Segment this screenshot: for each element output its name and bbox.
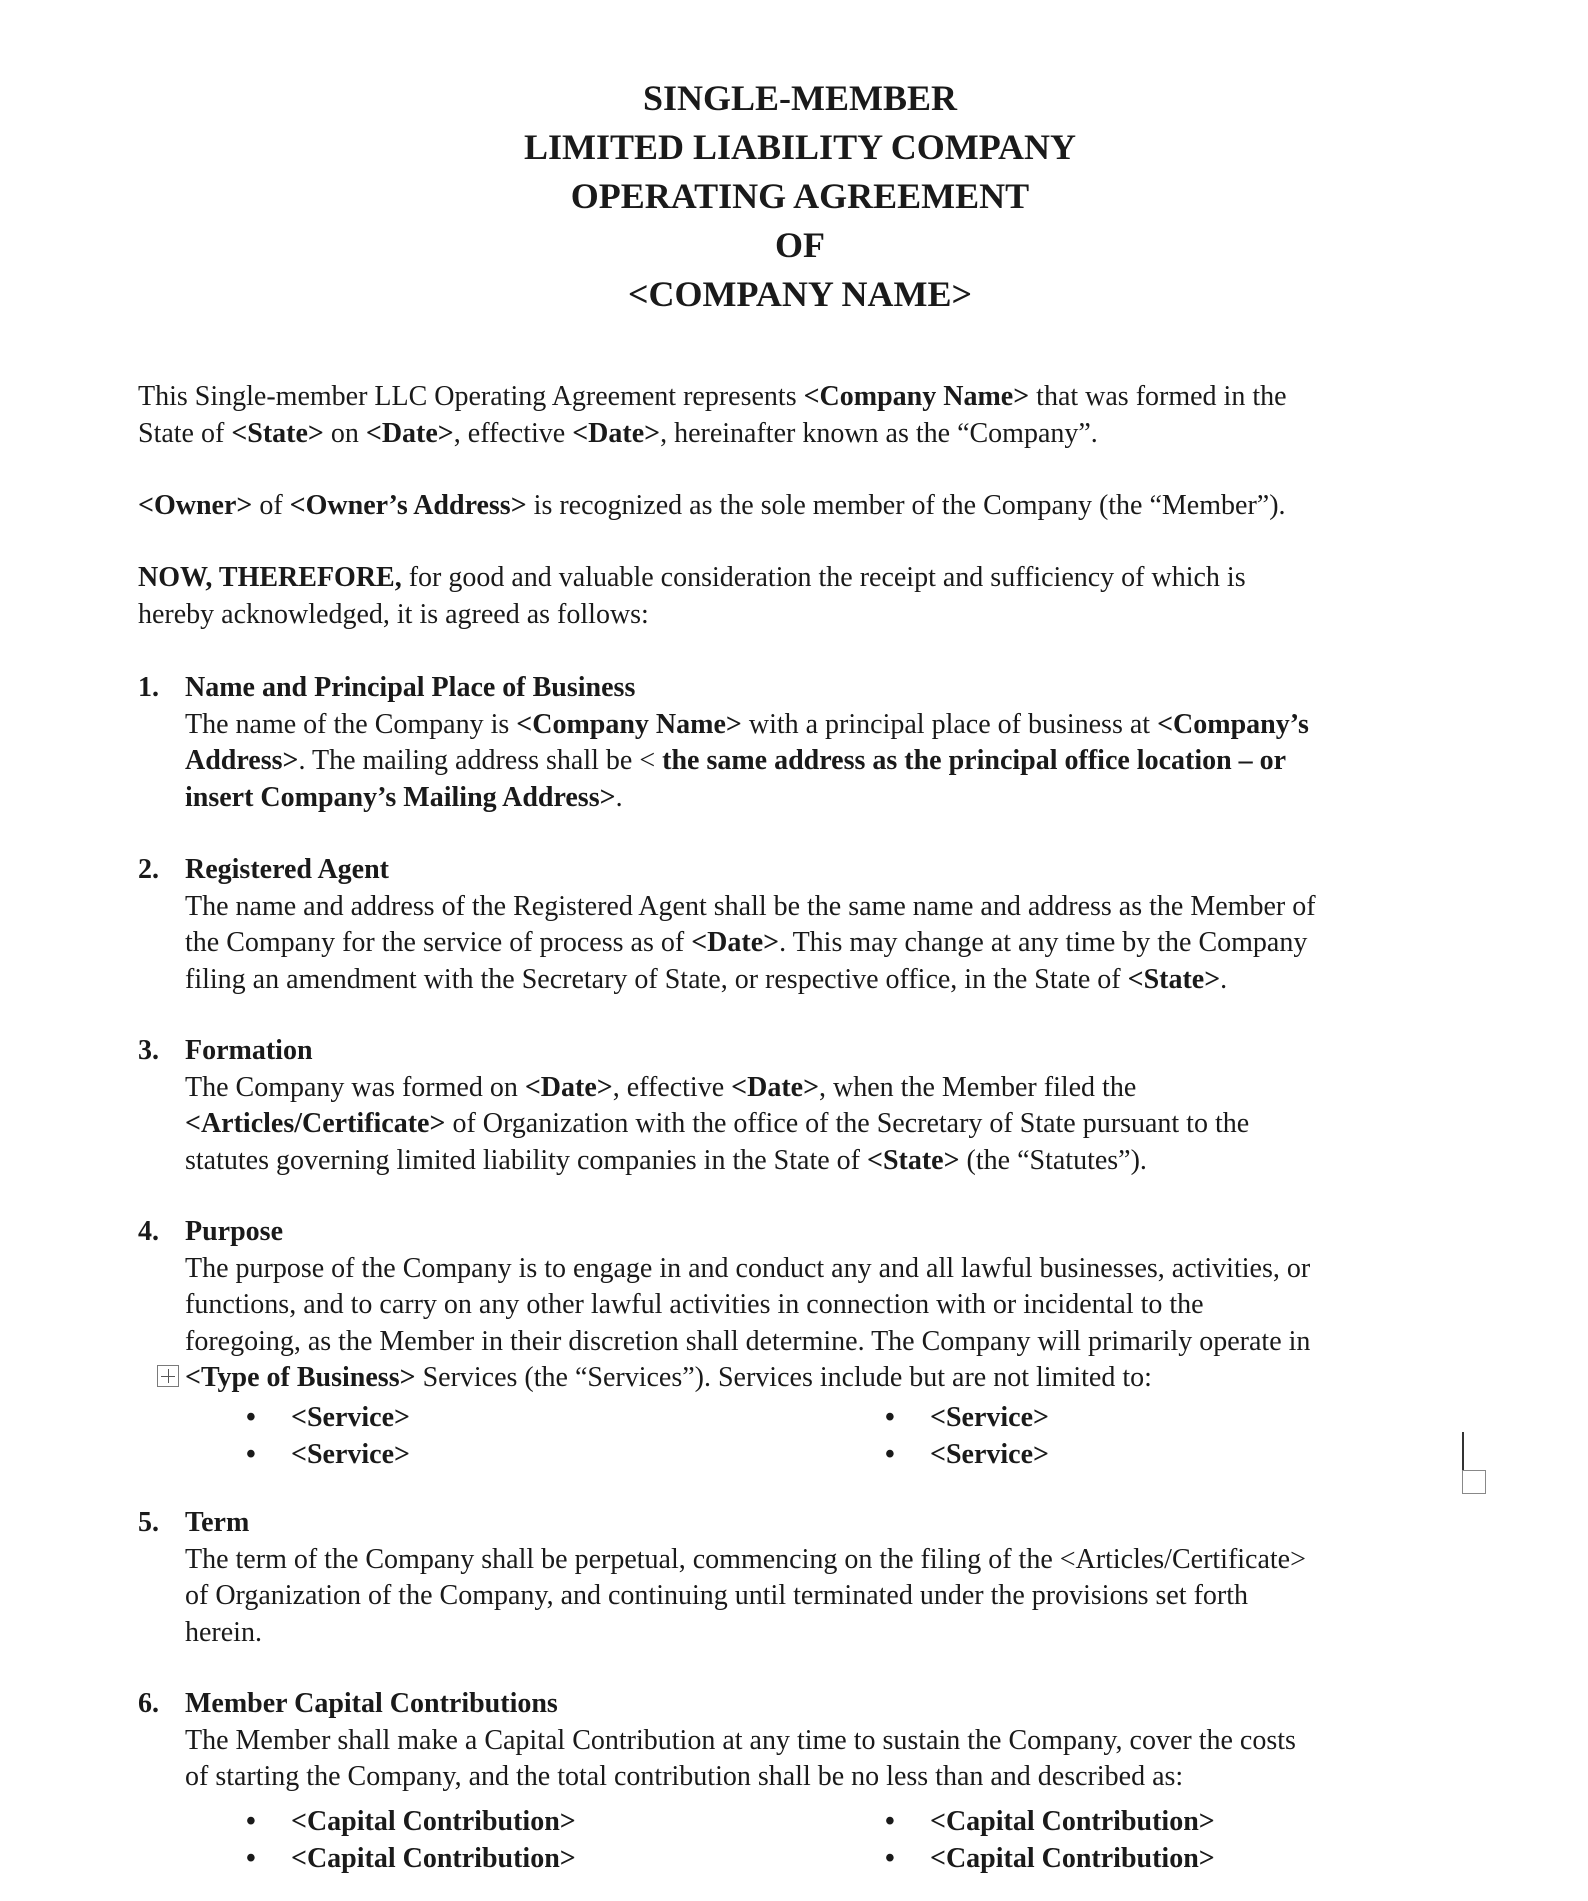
placeholder-mailing-address: the same address as the principal office location – or — [662, 745, 1287, 776]
text-run: on — [323, 417, 366, 449]
text-run: (the “Statutes”). — [959, 1144, 1147, 1176]
text-run: with a principal place of business at — [741, 708, 1158, 740]
text-run: of — [252, 490, 290, 521]
placeholder-capital-contribution: <Capital Contribution> — [291, 1806, 576, 1837]
bullet-icon: • — [246, 1439, 256, 1470]
text-run: State of — [138, 417, 232, 449]
text-line: herein. — [185, 1616, 262, 1648]
text-run: The Company was formed on — [185, 1071, 525, 1103]
section-heading: Formation — [185, 1035, 313, 1066]
text-run: is recognized as the sole member of the Company (the “Member”). — [526, 490, 1286, 521]
placeholder-date: <Date> — [365, 417, 454, 449]
section-2 — [138, 852, 1478, 998]
placeholder-company-name: <Company Name> — [516, 708, 742, 740]
placeholder-capital-contribution: <Capital Contribution> — [291, 1843, 576, 1874]
text-line: foregoing, as the Member in their discretion shall determine. The Company will primarily operate in — [185, 1325, 1311, 1357]
text-line: of starting the Company, and the total contribution shall be no less than and described as: — [185, 1761, 1184, 1792]
text-run: This Single-member LLC Operating Agreement represents — [138, 381, 804, 412]
section-body — [185, 1542, 1478, 1652]
title-line-1: SINGLE-MEMBER — [642, 78, 958, 118]
section-number: 2. — [138, 854, 159, 885]
placeholder-service: <Service> — [291, 1439, 410, 1470]
placeholder-state: <State> — [866, 1144, 960, 1176]
placeholder-company-name: <Company Name> — [803, 381, 1030, 412]
placeholder-service: <Service> — [930, 1439, 1049, 1470]
text-run: . — [615, 781, 623, 813]
document-title — [0, 74, 1588, 319]
intro-paragraph-1 — [138, 379, 1478, 452]
placeholder-date: <Date> — [691, 927, 780, 958]
intro-paragraph-3 — [138, 560, 1478, 633]
section-3 — [138, 1033, 1478, 1179]
section-heading: Registered Agent — [185, 854, 389, 885]
placeholder-company-address: <Company’s — [1157, 708, 1309, 740]
section-body — [185, 1251, 1478, 1397]
text-run: that was formed in the — [1029, 381, 1287, 412]
title-line-3: OPERATING AGREEMENT — [570, 176, 1030, 216]
placeholder-capital-contribution: <Capital Contribution> — [930, 1843, 1215, 1874]
section-number: 6. — [138, 1688, 159, 1719]
section-6 — [138, 1686, 1478, 1796]
now-therefore: NOW, THEREFORE, — [138, 562, 402, 593]
placeholder-capital-contribution: <Capital Contribution> — [930, 1806, 1215, 1837]
section-heading: Member Capital Contributions — [185, 1688, 558, 1719]
services-bullet-table — [0, 1399, 1340, 1473]
placeholder-owner: <Owner> — [138, 490, 253, 521]
placeholder-state: <State> — [231, 417, 324, 449]
bullet-icon: • — [246, 1843, 256, 1874]
placeholder-mailing-address: insert Company’s Mailing Address> — [185, 781, 616, 813]
capital-contribution-bullet-table — [0, 1803, 1340, 1877]
text-run: hereby acknowledged, it is agreed as follows: — [138, 598, 649, 630]
section-1 — [138, 670, 1478, 816]
section-number: 5. — [138, 1507, 159, 1538]
section-5 — [138, 1505, 1478, 1651]
text-run: , hereinafter known as the “Company”. — [660, 417, 1098, 449]
section-number: 4. — [138, 1216, 159, 1247]
text-run: . The mailing address shall be < — [298, 745, 663, 776]
table-move-handle-icon[interactable] — [157, 1365, 179, 1387]
text-line: of Organization of the Company, and continuing until terminated under the provisions set forth — [185, 1580, 1249, 1611]
text-run: of Organization with the office of the Secretary of State pursuant to the — [445, 1108, 1250, 1139]
bullet-icon: • — [885, 1843, 895, 1874]
section-body — [185, 889, 1478, 999]
placeholder-owner-address: <Owner’s Address> — [289, 490, 527, 521]
placeholder-date: <Date> — [731, 1071, 820, 1103]
text-line: The Member shall make a Capital Contribution at any time to sustain the Company, cover the costs — [185, 1724, 1296, 1756]
table-resize-handle-icon[interactable] — [1462, 1470, 1486, 1494]
bullet-icon: • — [246, 1402, 256, 1433]
text-run: for good and valuable consideration the receipt and sufficiency of which is — [401, 562, 1246, 593]
placeholder-date: <Date> — [572, 417, 661, 449]
text-run: statutes governing limited liability companies in the State of — [185, 1144, 867, 1176]
placeholder-type-of-business: <Type of Business> — [185, 1362, 416, 1393]
intro-paragraph-2 — [138, 488, 1478, 525]
placeholder-company-address: Address> — [185, 745, 299, 776]
placeholder-state: <State> — [1127, 963, 1221, 995]
section-body — [185, 1070, 1478, 1180]
placeholder-articles-certificate: <Articles/Certificate> — [185, 1108, 446, 1139]
placeholder-service: <Service> — [930, 1402, 1049, 1433]
text-line: The name and address of the Registered Agent shall be the same name and address as the Member of — [185, 890, 1316, 922]
text-cursor — [1462, 1432, 1464, 1470]
text-run: , when the Member filed the — [819, 1071, 1137, 1103]
bullet-icon: • — [885, 1439, 895, 1470]
bullet-icon: • — [885, 1806, 895, 1837]
text-line: functions, and to carry on any other lawful activities in connection with or incidental to the — [185, 1289, 1204, 1320]
section-body — [185, 707, 1478, 817]
section-number: 1. — [138, 672, 159, 703]
text-run: filing an amendment with the Secretary of State, or respective office, in the State of — [185, 963, 1128, 995]
text-line: The term of the Company shall be perpetual, commencing on the filing of the <Articles/Certificate> — [185, 1543, 1306, 1575]
text-run: , effective — [612, 1071, 732, 1103]
text-run: the Company for the service of process as of — [185, 927, 692, 958]
text-run: . This may change at any time by the Company — [779, 927, 1308, 958]
section-number: 3. — [138, 1035, 159, 1066]
bullet-icon: • — [885, 1402, 895, 1433]
title-line-2: LIMITED LIABILITY COMPANY — [523, 127, 1077, 167]
placeholder-date: <Date> — [524, 1071, 613, 1103]
text-run: The name of the Company is — [185, 708, 517, 740]
section-heading: Term — [185, 1507, 250, 1538]
section-4 — [138, 1214, 1478, 1397]
placeholder-service: <Service> — [291, 1402, 410, 1433]
section-body — [185, 1723, 1478, 1796]
section-heading: Purpose — [185, 1216, 283, 1247]
text-run: , effective — [453, 417, 573, 449]
text-run: . — [1220, 963, 1228, 995]
text-run: Services (the “Services”). Services include but are not limited to: — [415, 1362, 1152, 1393]
text-line: The purpose of the Company is to engage in and conduct any and all lawful businesses, activities, or — [185, 1252, 1311, 1284]
bullet-icon: • — [246, 1806, 256, 1837]
title-line-4: OF — [775, 225, 825, 265]
title-line-5: <COMPANY NAME> — [628, 274, 972, 314]
section-heading: Name and Principal Place of Business — [185, 672, 636, 703]
